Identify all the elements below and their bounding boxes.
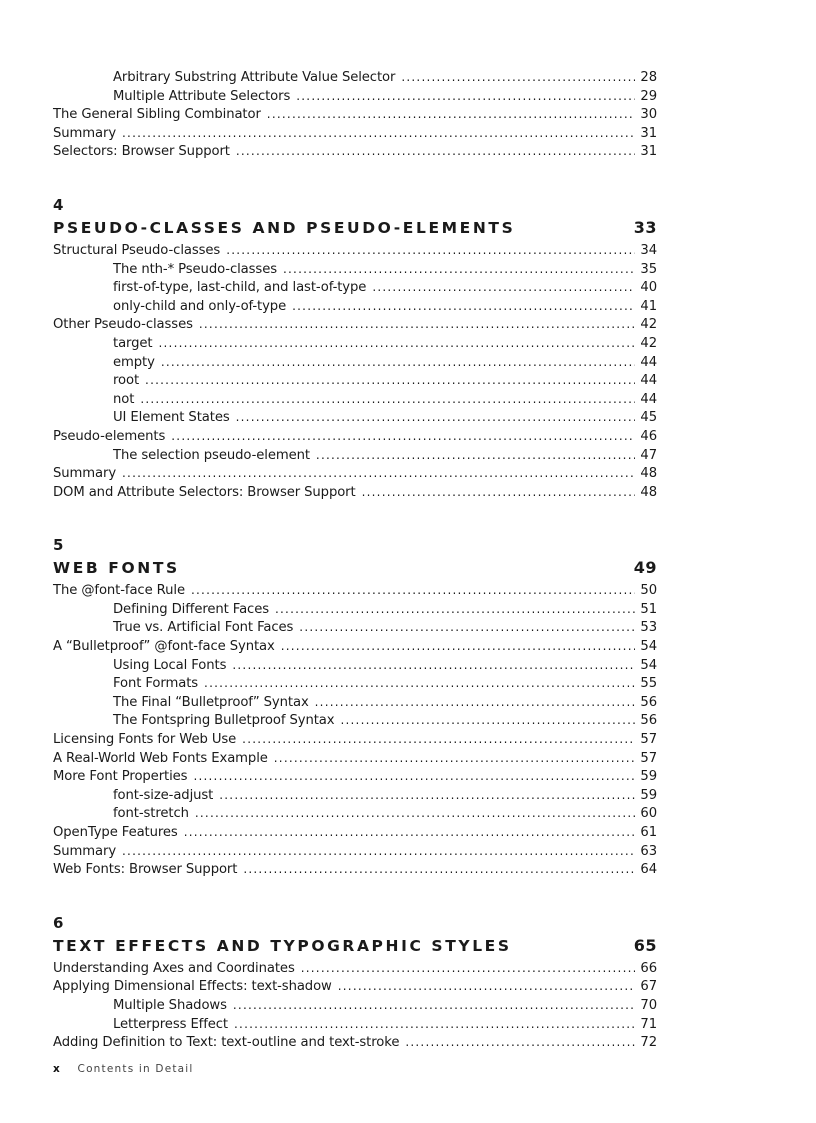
- toc-subentry[interactable]: [53, 620, 657, 639]
- toc-subentry[interactable]: [53, 336, 657, 355]
- toc-entry-page: 71: [640, 1016, 657, 1032]
- toc-entry-page: 54: [640, 657, 657, 673]
- dot-leader: [193, 769, 635, 783]
- toc-entry-title: Using Local Fonts: [113, 657, 227, 673]
- dot-leader: [283, 262, 635, 276]
- dot-leader: [296, 89, 635, 103]
- footer-running-title: Contents in Detail: [77, 1063, 194, 1075]
- dot-leader: [275, 602, 635, 616]
- toc-entry[interactable]: [53, 639, 657, 658]
- toc-entry[interactable]: [53, 126, 657, 145]
- toc-entry[interactable]: [53, 844, 657, 863]
- toc-entry-title: Multiple Attribute Selectors: [113, 88, 291, 104]
- toc-entry[interactable]: [53, 485, 657, 504]
- toc-entry-page: 34: [640, 242, 657, 258]
- dot-leader: [405, 1035, 635, 1049]
- toc-entry-page: 72: [640, 1035, 657, 1051]
- toc-entry[interactable]: [53, 979, 657, 998]
- toc-subentry[interactable]: [53, 89, 657, 108]
- toc-entry-title: Selectors: Browser Support: [53, 144, 230, 160]
- chapter-title: TEXT EFFECTS AND TYPOGRAPHIC STYLES: [53, 936, 512, 955]
- toc-subentry[interactable]: [53, 788, 657, 807]
- toc-entry-title: Adding Definition to Text: text-outline and text-stroke: [53, 1035, 400, 1051]
- toc-entry-page: 48: [640, 484, 657, 500]
- toc-entry-title: Pseudo-elements: [53, 428, 166, 444]
- toc-subentry[interactable]: [53, 998, 657, 1017]
- toc-entry-page: 51: [640, 601, 657, 617]
- toc-entry-title: UI Element States: [113, 410, 230, 426]
- chapter-heading[interactable]: [53, 555, 657, 581]
- toc-entry-title: The selection pseudo-element: [113, 447, 310, 463]
- toc-entry-page: 41: [640, 298, 657, 314]
- toc-entry-title: A “Bulletproof” @font-face Syntax: [53, 639, 275, 655]
- dot-leader: [233, 998, 635, 1012]
- toc-entry-page: 67: [640, 979, 657, 995]
- chapter-section: [53, 914, 657, 1054]
- dot-leader: [226, 243, 635, 257]
- toc-entry-title: A Real-World Web Fonts Example: [53, 750, 268, 766]
- dot-leader: [281, 639, 635, 653]
- toc-entry-page: 35: [640, 261, 657, 277]
- toc-entry-page: 47: [640, 447, 657, 463]
- dot-leader: [274, 751, 635, 765]
- dot-leader: [199, 317, 635, 331]
- toc-subentry[interactable]: [53, 806, 657, 825]
- dot-leader: [301, 961, 635, 975]
- toc-subentry[interactable]: [53, 373, 657, 392]
- toc-entry-title: first-of-type, last-child, and last-of-type: [113, 280, 367, 296]
- toc-entry-page: 57: [640, 750, 657, 766]
- toc-entry-page: 44: [640, 373, 657, 389]
- chapter-heading[interactable]: [53, 215, 657, 241]
- dot-leader: [184, 825, 635, 839]
- toc-entry[interactable]: [53, 583, 657, 602]
- toc-entry-title: Summary: [53, 125, 117, 141]
- toc-entry-page: 44: [640, 354, 657, 370]
- chapter-number: 6: [53, 913, 64, 932]
- toc-entry-page: 31: [640, 144, 657, 160]
- dot-leader: [122, 844, 635, 858]
- toc-entry-title: Structural Pseudo-classes: [53, 242, 221, 258]
- toc-subentry[interactable]: [53, 280, 657, 299]
- toc-entry-page: 56: [640, 713, 657, 729]
- dot-leader: [204, 676, 635, 690]
- toc-entry[interactable]: [53, 243, 657, 262]
- toc-entry[interactable]: [53, 144, 657, 163]
- toc-entry-page: 42: [640, 335, 657, 351]
- toc-entry-page: 66: [640, 960, 657, 976]
- toc-entry-title: font-stretch: [113, 806, 189, 822]
- toc-entry-title: The Fontspring Bulletproof Syntax: [113, 713, 335, 729]
- toc-subentry[interactable]: [53, 713, 657, 732]
- toc-entry-page: 60: [640, 806, 657, 822]
- toc-entry-title: empty: [113, 354, 155, 370]
- toc-entry-page: 46: [640, 428, 657, 444]
- toc-entry-title: Applying Dimensional Effects: text-shadow: [53, 979, 332, 995]
- toc-chapters: [53, 196, 657, 1054]
- chapter-page: 65: [633, 935, 657, 955]
- toc-subentry[interactable]: [53, 695, 657, 714]
- toc-entry-title: not: [113, 391, 135, 407]
- toc-entry[interactable]: [53, 961, 657, 980]
- toc-entry-page: 50: [640, 583, 657, 599]
- toc-entry-page: 53: [640, 620, 657, 636]
- dot-leader: [159, 336, 636, 350]
- toc-subentry[interactable]: [53, 658, 657, 677]
- toc-entry-title: DOM and Attribute Selectors: Browser Support: [53, 484, 356, 500]
- dot-leader: [195, 806, 635, 820]
- toc-entry[interactable]: [53, 862, 657, 881]
- toc-subentry[interactable]: [53, 448, 657, 467]
- dot-leader: [292, 299, 635, 313]
- toc-entry-page: 59: [640, 787, 657, 803]
- toc-subentry[interactable]: [53, 262, 657, 281]
- toc-entry-title: Multiple Shadows: [113, 997, 227, 1013]
- chapter-section: [53, 196, 657, 503]
- chapter-title: PSEUDO-CLASSES AND PSEUDO-ELEMENTS: [53, 218, 516, 237]
- toc-entry-title: True vs. Artificial Font Faces: [113, 620, 294, 636]
- toc-entry-page: 64: [640, 862, 657, 878]
- dot-leader: [315, 695, 635, 709]
- toc-entry-title: Defining Different Faces: [113, 601, 269, 617]
- toc-entry-page: 59: [640, 769, 657, 785]
- toc-entry-title: Letterpress Effect: [113, 1016, 229, 1032]
- toc-subentry[interactable]: [53, 70, 657, 89]
- dot-leader: [122, 466, 635, 480]
- dot-leader: [236, 144, 635, 158]
- toc-entry[interactable]: [53, 317, 657, 336]
- toc-entry-page: 28: [640, 70, 657, 85]
- toc-entry-title: The General Sibling Combinator: [53, 107, 261, 123]
- toc-entry-page: 63: [640, 843, 657, 859]
- toc-subentry[interactable]: [53, 1017, 657, 1036]
- dot-leader: [243, 862, 635, 876]
- toc-entry[interactable]: [53, 1035, 657, 1054]
- footer-page-number: x: [53, 1063, 61, 1075]
- toc-entry-page: 61: [640, 825, 657, 840]
- toc-entry-page: 55: [640, 676, 657, 692]
- toc-entry-title: Summary: [53, 466, 117, 482]
- toc-entry-page: 31: [640, 125, 657, 141]
- toc-entry-page: 56: [640, 694, 657, 710]
- toc-subentry[interactable]: [53, 602, 657, 621]
- dot-leader: [242, 732, 635, 746]
- dot-leader: [145, 373, 635, 387]
- dot-leader: [338, 979, 635, 993]
- toc-entry-title: Summary: [53, 843, 117, 859]
- chapter-page: 49: [633, 558, 657, 578]
- toc-entry-page: 57: [640, 732, 657, 748]
- toc-entry-page: 44: [640, 391, 657, 407]
- toc-entry[interactable]: [53, 107, 657, 126]
- toc-entry-title: target: [113, 335, 153, 351]
- toc-entry-page: 40: [640, 280, 657, 296]
- dot-leader: [191, 583, 635, 597]
- toc-entry-page: 70: [640, 997, 657, 1013]
- toc-entry[interactable]: [53, 825, 657, 844]
- toc-entry-title: font-size-adjust: [113, 787, 214, 803]
- toc-entry-title: OpenType Features: [53, 825, 178, 840]
- toc-page: [53, 70, 657, 1054]
- dot-leader: [161, 355, 635, 369]
- toc-entry-page: 29: [640, 88, 657, 104]
- chapter-heading[interactable]: [53, 933, 657, 959]
- toc-entry-title: The nth-* Pseudo-classes: [113, 261, 277, 277]
- dot-leader: [140, 392, 635, 406]
- toc-entry-page: 45: [640, 410, 657, 426]
- chapter-section: [53, 536, 657, 881]
- dot-leader: [171, 429, 635, 443]
- toc-subentry[interactable]: [53, 299, 657, 318]
- toc-entry[interactable]: [53, 751, 657, 770]
- toc-entry-title: only-child and only-of-type: [113, 298, 287, 314]
- dot-leader: [362, 485, 635, 499]
- toc-entry[interactable]: [53, 769, 657, 788]
- dot-leader: [267, 107, 635, 121]
- chapter-number: 5: [53, 536, 64, 555]
- toc-entry[interactable]: [53, 466, 657, 485]
- toc-entry-title: Understanding Axes and Coordinates: [53, 960, 295, 976]
- toc-entry-title: Web Fonts: Browser Support: [53, 862, 238, 878]
- toc-entry-page: 54: [640, 639, 657, 655]
- toc-continued-section: [53, 70, 657, 163]
- toc-entry[interactable]: [53, 429, 657, 448]
- toc-subentry[interactable]: [53, 392, 657, 411]
- toc-entry-title: More Font Properties: [53, 769, 188, 785]
- toc-entry-title: The Final “Bulletproof” Syntax: [113, 694, 309, 710]
- toc-subentry[interactable]: [53, 676, 657, 695]
- toc-entry-title: The @font-face Rule: [53, 583, 185, 599]
- chapter-page: 33: [633, 217, 657, 237]
- toc-entry-title: Font Formats: [113, 676, 199, 692]
- toc-entry[interactable]: [53, 732, 657, 751]
- toc-subentry[interactable]: [53, 410, 657, 429]
- toc-entry-title: Arbitrary Substring Attribute Value Selector: [113, 70, 396, 85]
- dot-leader: [316, 448, 635, 462]
- toc-subentry[interactable]: [53, 355, 657, 374]
- chapter-title: WEB FONTS: [53, 559, 180, 578]
- toc-entry-page: 42: [640, 317, 657, 333]
- toc-entry-title: Licensing Fonts for Web Use: [53, 732, 237, 748]
- page-footer: [53, 1063, 194, 1075]
- toc-entry-page: 48: [640, 466, 657, 482]
- toc-entry-title: root: [113, 373, 140, 389]
- dot-leader: [236, 410, 635, 424]
- dot-leader: [234, 1017, 635, 1031]
- toc-entry-title: Other Pseudo-classes: [53, 317, 193, 333]
- dot-leader: [219, 788, 635, 802]
- dot-leader: [122, 126, 635, 140]
- dot-leader: [401, 70, 635, 84]
- dot-leader: [299, 620, 635, 634]
- dot-leader: [232, 658, 635, 672]
- dot-leader: [340, 713, 635, 727]
- chapter-number: 4: [53, 195, 64, 214]
- dot-leader: [372, 280, 635, 294]
- toc-entry-page: 30: [640, 107, 657, 123]
